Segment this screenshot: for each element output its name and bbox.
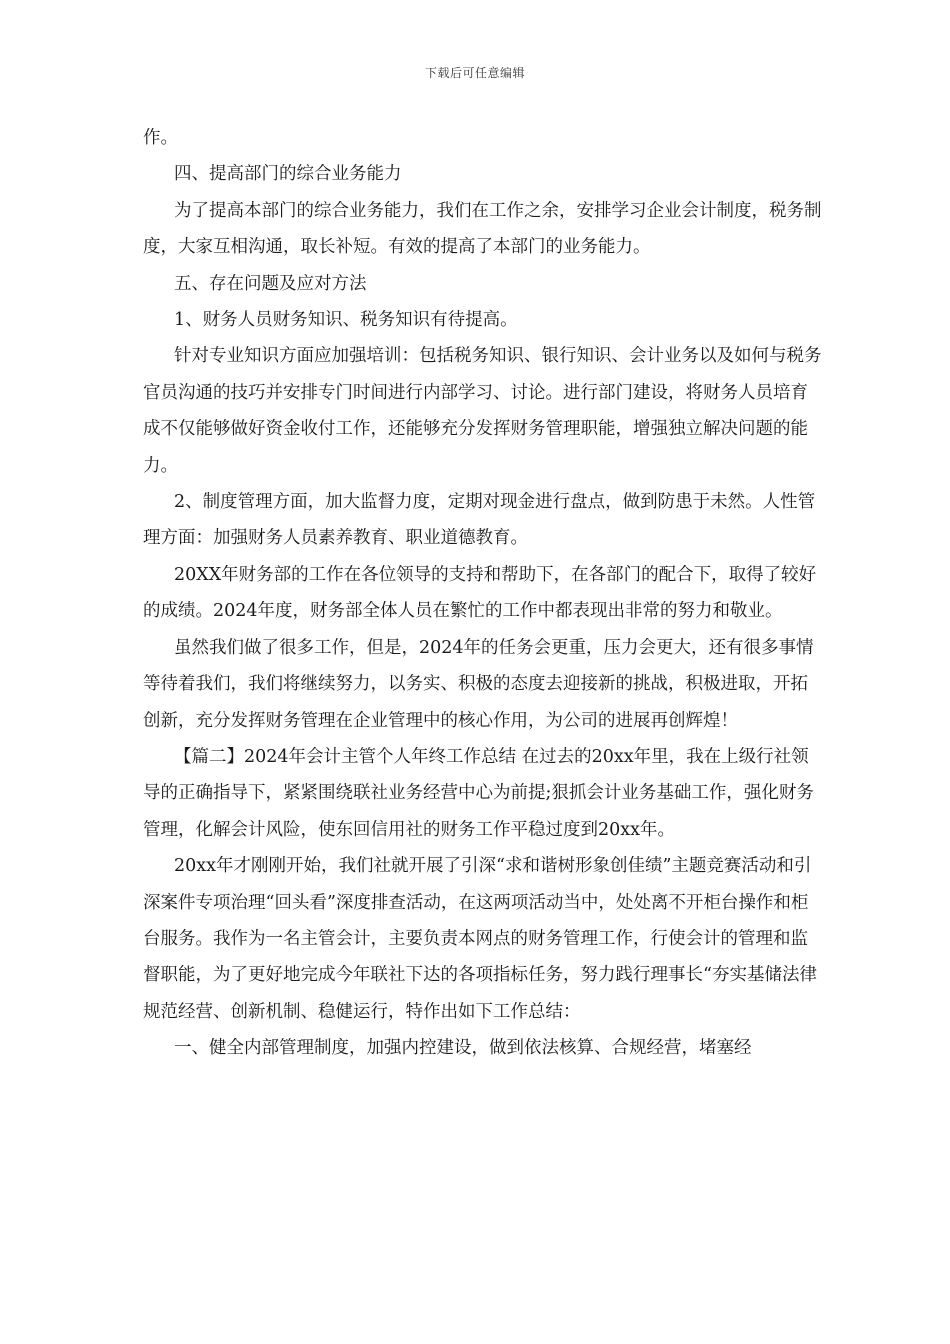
paragraph: 为了提高本部门的综合业务能力，我们在工作之余，安排学习企业会计制度，税务制度，大家互相沟通，取长补短。有效的提高了本部门的业务能力。 bbox=[143, 200, 822, 258]
section-heading-5: 五、存在问题及应对方法 bbox=[174, 273, 367, 294]
paragraph: 针对专业知识方面应加强培训：包括税务知识、银行知识、会计业务以及如何与税务官员沟通的技巧并安排专门时间进行内部学习、讨论。进行部门建设，将财务人员培育成不仅能够做好资金收付工作，还能够充分发挥财务管理职能，增强独立解决问题的能力。 bbox=[143, 346, 822, 476]
list-item-2: 2、制度管理方面，加大监督力度，定期对现金进行盘点，做到防患于未然。人性管理方面：加强财务人员素养教育、职业道德教育。 bbox=[143, 492, 816, 549]
section-title-part-2: 【篇二】2024年会计主管个人年终工作总结 在过去的20xx年里，我在上级行社领导的正确指导下，紧紧围绕联社业务经营中心为前提;狠抓会计业务基础工作，强化财务管理，化解会计风险，使东回信用社的财务工作平稳过度到20xx年。 bbox=[143, 746, 814, 840]
section-heading-1: 一、健全内部管理制度，加强内控建设，做到依法核算、合规经营，堵塞经 bbox=[174, 1038, 752, 1059]
list-item-1: 1、财务人员财务知识、税务知识有待提高。 bbox=[174, 310, 518, 331]
paragraph: 20xx年才刚刚开始，我们社就开展了引深“求和谐树形象创佳绩”主题竞赛活动和引深案件专项治理“回头看”深度排查活动，在这两项活动当中，处处离不开柜台操作和柜台服务。我作为一名主管会计，主要负责本网点的财务管理工作，行使会计的管理和监督职能，为了更好地完成今年联社下达的各项指标任务，努力践行理事长“夯实基储法律规范经营、创新机制、稳健运行，特作出如下工作总结： bbox=[143, 856, 817, 1022]
section-heading-4: 四、提高部门的综合业务能力 bbox=[174, 164, 402, 185]
page-header: 下载后可任意编辑 bbox=[424, 66, 525, 80]
document-body bbox=[143, 120, 823, 1067]
paragraph: 虽然我们做了很多工作，但是，2024年的任务会更重，压力会更大，还有很多事情等待着我们，我们将继续努力，以务实、积极的态度去迎接新的挑战，积极进取，开拓创新，充分发挥财务管理在企业管理中的核心作用，为公司的进展再创辉煌！ bbox=[143, 637, 814, 731]
paragraph: 20XX年财务部的工作在各位领导的支持和帮助下，在各部门的配合下，取得了较好的成绩。2024年度，财务部全体人员在繁忙的工作中都表现出非常的努力和敬业。 bbox=[143, 564, 817, 622]
paragraph-continuation: 作。 bbox=[143, 128, 178, 148]
